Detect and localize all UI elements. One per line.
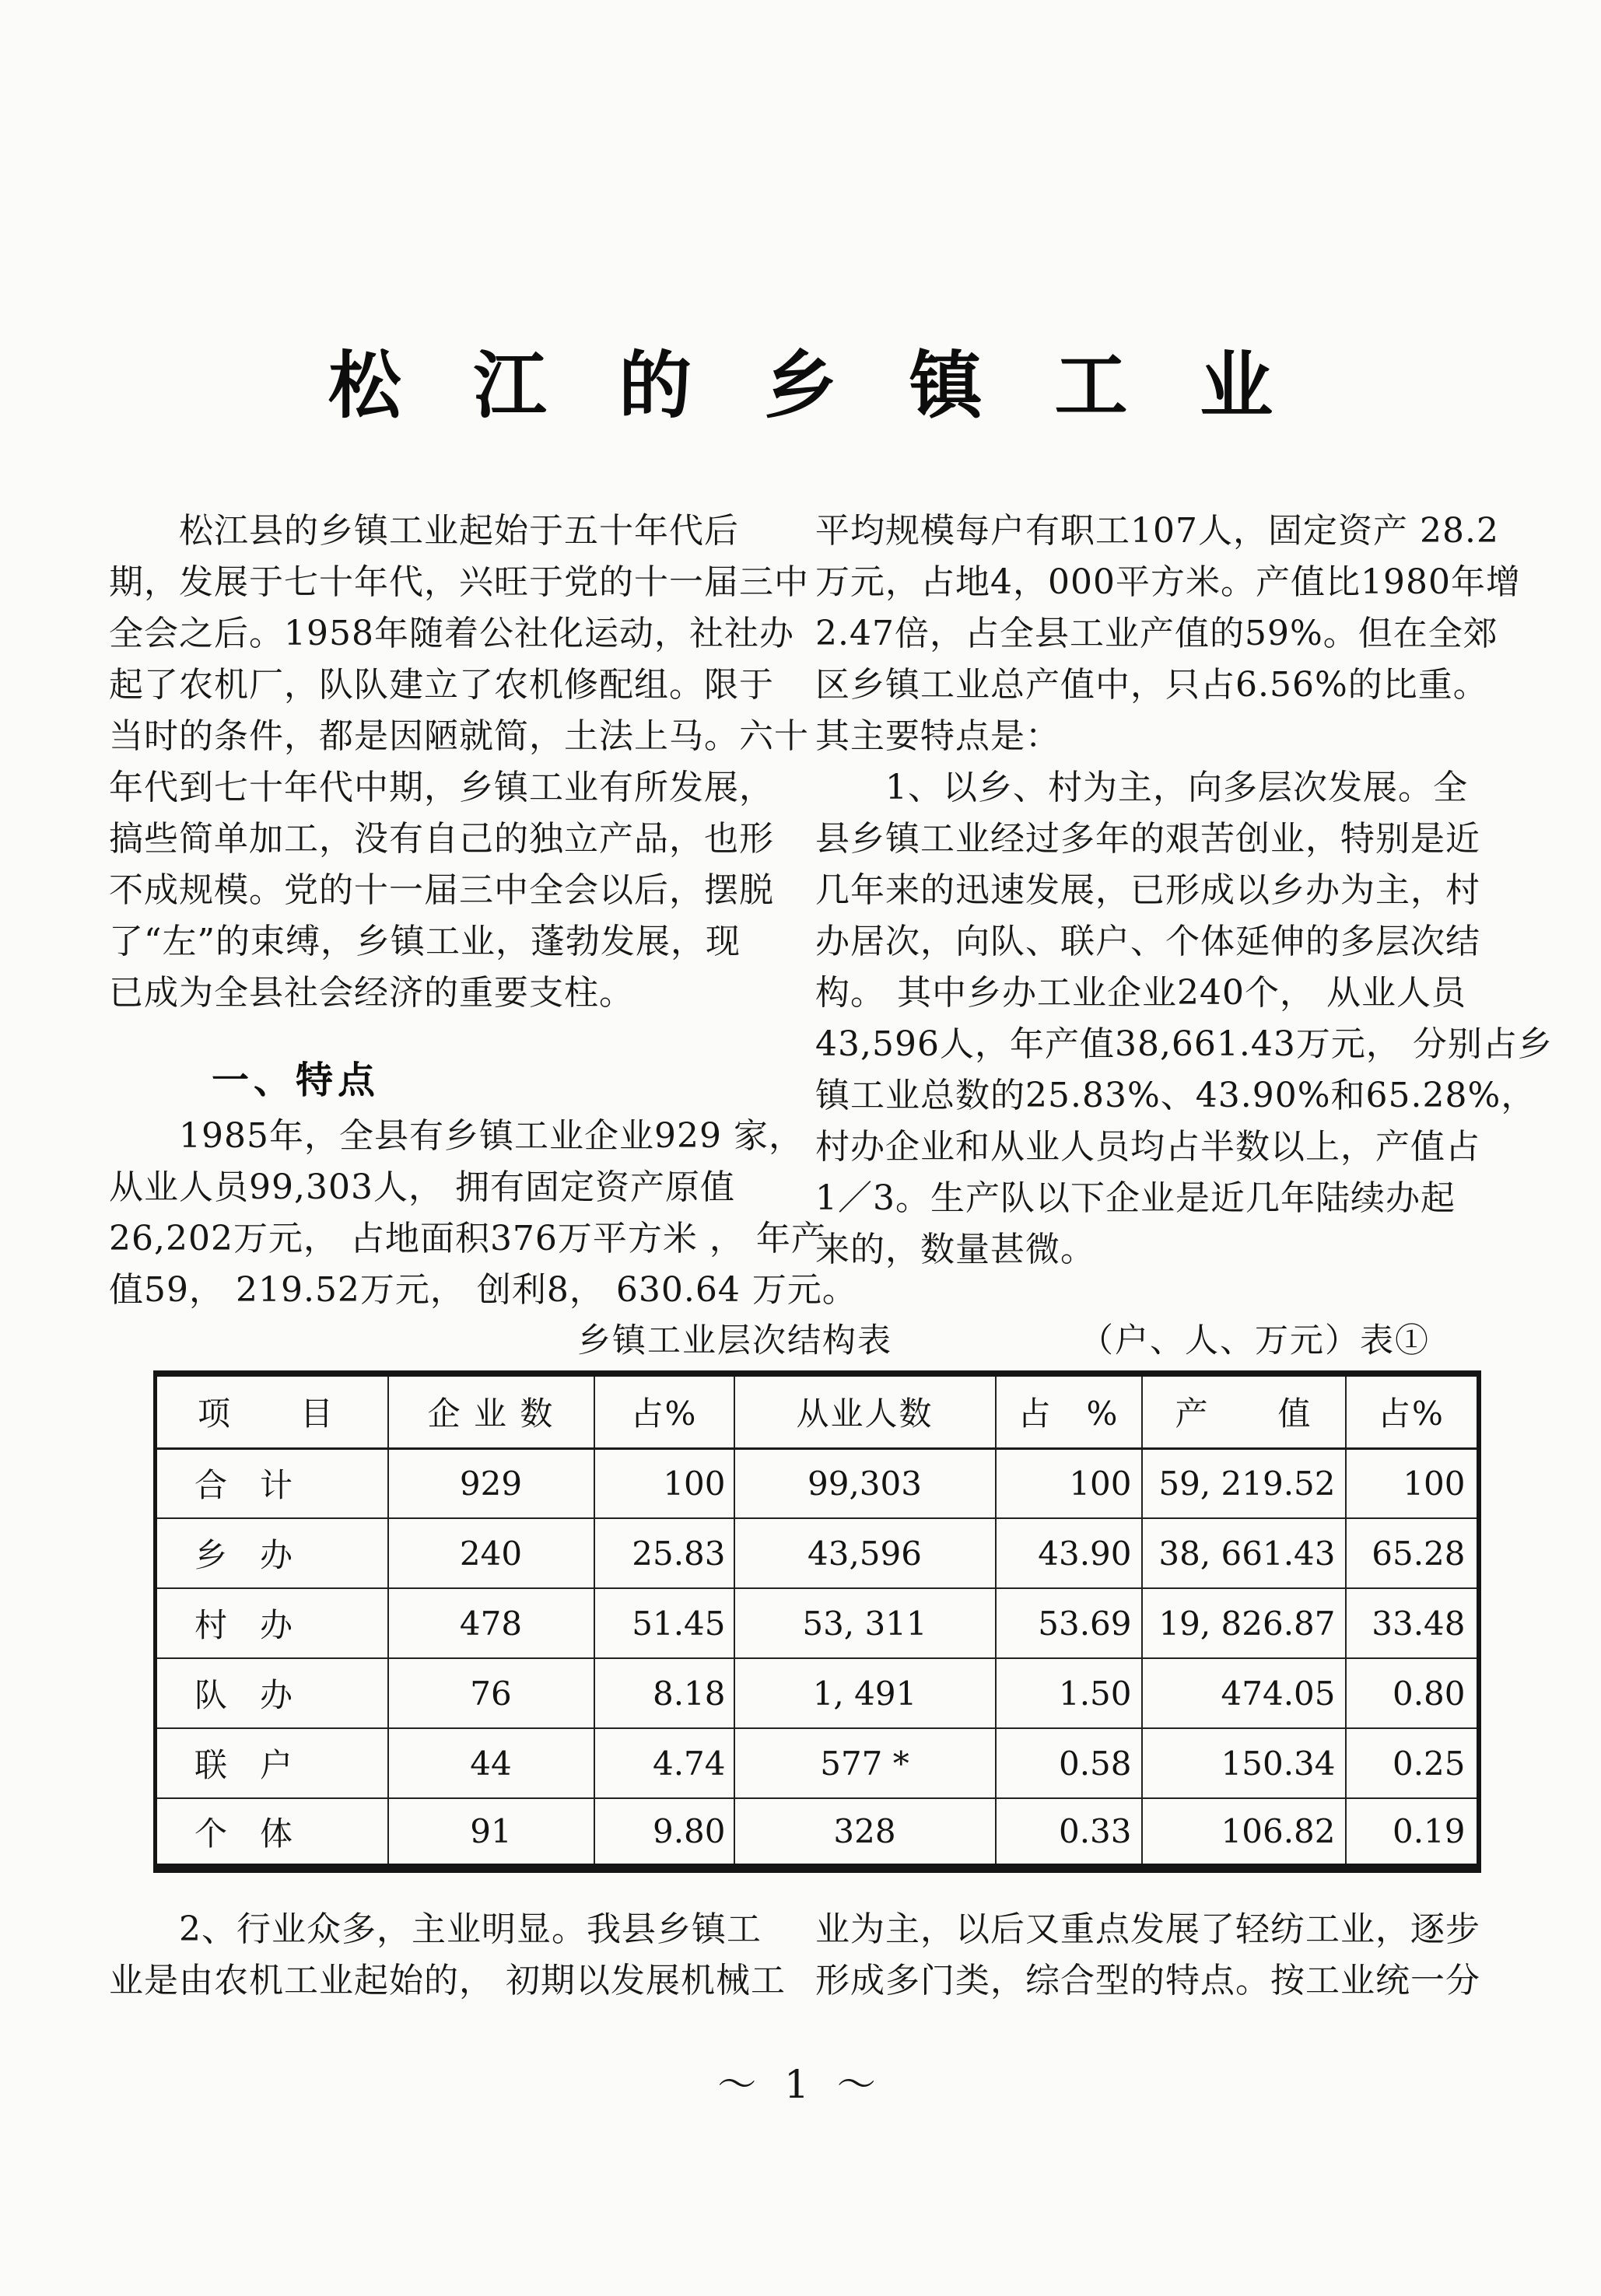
- table-cell: 150.34: [1142, 1728, 1346, 1798]
- table-cell: 9.80: [594, 1798, 734, 1868]
- table-cell: 0.33: [996, 1798, 1142, 1868]
- table-row: [156, 1658, 1479, 1728]
- text-line: 43,596人，年产值38,661.43万元， 分别占乡: [815, 1024, 1553, 1064]
- text-line: 全会之后。1958年随着公社化运动，社社办: [109, 614, 794, 653]
- table-cell: 村 办: [156, 1588, 388, 1658]
- page-number: ～ 1 ～: [717, 2062, 884, 2107]
- table-caption-title: 乡镇工业层次结构表: [577, 1321, 892, 1360]
- table-cell: 240: [388, 1518, 594, 1588]
- stats-paragraph-left-column: [109, 1111, 857, 1316]
- table-header-cell: 项 目: [156, 1374, 388, 1448]
- text-line: 年代到七十年代中期，乡镇工业有所发展，: [109, 768, 774, 807]
- table-caption-row: [153, 1314, 1477, 1362]
- table-row: [156, 1518, 1479, 1588]
- table-header-cell: 占%: [594, 1374, 734, 1448]
- intro-paragraph-right-column: [815, 506, 1553, 1276]
- text-line: 松江县的乡镇工业起始于五十年代后: [109, 511, 739, 551]
- table-cell: 4.74: [594, 1728, 734, 1798]
- table-header-row: [156, 1374, 1479, 1448]
- page-title: 松 江 的 乡 镇 工 业: [328, 343, 1297, 429]
- table-cell: 联 户: [156, 1728, 388, 1798]
- table-header-cell: 占%: [1346, 1374, 1479, 1448]
- table-cell: 25.83: [594, 1518, 734, 1588]
- table-cell: 99,303: [734, 1448, 996, 1518]
- table-cell: 1, 491: [734, 1658, 996, 1728]
- table-row: [156, 1588, 1479, 1658]
- text-line: 形成多门类，综合型的特点。按工业统一分: [815, 1961, 1480, 2000]
- industry-structure-table: [153, 1370, 1481, 1873]
- text-line: 区乡镇工业总产值中，只占6.56%的比重。: [815, 665, 1488, 705]
- text-line: 已成为全县社会经济的重要支柱。: [109, 973, 634, 1013]
- text-line: 来的，数量甚微。: [815, 1230, 1095, 1269]
- text-line: 业是由农机工业起始的， 初期以发展机械工: [109, 1961, 786, 2000]
- text-line: 万元，占地4，000平方米。产值比1980年增: [815, 562, 1521, 602]
- table-cell: 0.58: [996, 1728, 1142, 1798]
- table-cell: 33.48: [1346, 1588, 1479, 1658]
- section-heading-features: 一、特点: [212, 1059, 380, 1102]
- text-line: 2.47倍，占全县工业产值的59%。但在全郊: [815, 614, 1498, 653]
- table-cell: 91: [388, 1798, 594, 1868]
- table-cell: 65.28: [1346, 1518, 1479, 1588]
- table-row: [156, 1448, 1479, 1518]
- text-line: 平均规模每户有职工107人，固定资产 28.2: [815, 511, 1499, 551]
- table-header-cell: 产 值: [1142, 1374, 1346, 1448]
- table-cell: 0.25: [1346, 1728, 1479, 1798]
- text-line: 期，发展于七十年代，兴旺于党的十一届三中: [109, 562, 809, 602]
- table-cell: 44: [388, 1728, 594, 1798]
- table-row: [156, 1728, 1479, 1798]
- text-line: 搞些简单加工，没有自己的独立产品，也形: [109, 819, 774, 859]
- table-body: [156, 1448, 1479, 1868]
- table-header-cell: 从业人数: [734, 1374, 996, 1448]
- table-cell: 队 办: [156, 1658, 388, 1728]
- table-row: [156, 1798, 1479, 1868]
- table-cell: 76: [388, 1658, 594, 1728]
- text-line: 1985年，全县有乡镇工业企业929 家，: [109, 1116, 804, 1156]
- table-cell: 8.18: [594, 1658, 734, 1728]
- table-cell: 59, 219.52: [1142, 1448, 1346, 1518]
- table-cell: 106.82: [1142, 1798, 1346, 1868]
- text-line: 值59， 219.52万元， 创利8， 630.64 万元。: [109, 1270, 857, 1310]
- table-cell: 577 *: [734, 1728, 996, 1798]
- table-cell: 38, 661.43: [1142, 1518, 1346, 1588]
- text-line: 1／3。生产队以下企业是近几年陆续办起: [815, 1178, 1456, 1218]
- text-line: 构。 其中乡办工业企业240个， 从业人员: [815, 973, 1466, 1013]
- table-cell: 43.90: [996, 1518, 1142, 1588]
- table-caption-units: （户、人、万元）表①: [1080, 1321, 1430, 1360]
- text-line: 了“左”的束缚，乡镇工业，蓬勃发展，现: [109, 922, 741, 961]
- table-cell: 1.50: [996, 1658, 1142, 1728]
- table-header-cell: 企 业 数: [388, 1374, 594, 1448]
- table-cell: 51.45: [594, 1588, 734, 1658]
- table-cell: 53, 311: [734, 1588, 996, 1658]
- text-line: 村办企业和从业人员均占半数以上，产值占: [815, 1127, 1480, 1167]
- table-cell: 929: [388, 1448, 594, 1518]
- text-line: 其主要特点是：: [815, 716, 1060, 756]
- text-line: 从业人员99,303人， 拥有固定资产原值: [109, 1167, 735, 1207]
- text-line: 当时的条件，都是因陋就简，土法上马。六十: [109, 716, 809, 756]
- table-cell: 100: [594, 1448, 734, 1518]
- table-cell: 合 计: [156, 1448, 388, 1518]
- table-cell: 100: [996, 1448, 1142, 1518]
- text-line: 业为主，以后又重点发展了轻纺工业，逐步: [815, 1909, 1480, 1949]
- text-line: 办居次，向队、联户、个体延伸的多层次结: [815, 922, 1480, 961]
- table-cell: 19, 826.87: [1142, 1588, 1346, 1658]
- text-line: 不成规模。党的十一届三中全会以后，摆脱: [109, 870, 774, 910]
- bottom-paragraph-right-column: [815, 1904, 1531, 2007]
- text-line: 1、以乡、村为主，向多层次发展。全: [815, 768, 1468, 807]
- text-line: 26,202万元， 占地面积376万平方米 ， 年产: [109, 1219, 826, 1258]
- text-line: 几年来的迅速发展，已形成以乡办为主，村: [815, 870, 1480, 910]
- table-header-cell: 占 %: [996, 1374, 1142, 1448]
- table-cell: 0.19: [1346, 1798, 1479, 1868]
- bottom-paragraph-left-column: [109, 1904, 817, 2007]
- table-cell: 478: [388, 1588, 594, 1658]
- text-line: 起了农机厂，队队建立了农机修配组。限于: [109, 665, 774, 705]
- table-cell: 328: [734, 1798, 996, 1868]
- table-cell: 100: [1346, 1448, 1479, 1518]
- table-cell: 53.69: [996, 1588, 1142, 1658]
- table-cell: 个 体: [156, 1798, 388, 1868]
- table-cell: 0.80: [1346, 1658, 1479, 1728]
- table-cell: 43,596: [734, 1518, 996, 1588]
- text-line: 镇工业总数的25.83%、43.90%和65.28%，: [815, 1076, 1536, 1115]
- text-line: 2、行业众多，主业明显。我县乡镇工: [109, 1909, 762, 1949]
- intro-paragraph-left-column: [109, 506, 817, 1019]
- text-line: 县乡镇工业经过多年的艰苦创业，特别是近: [815, 819, 1480, 859]
- table-cell: 474.05: [1142, 1658, 1346, 1728]
- table-cell: 乡 办: [156, 1518, 388, 1588]
